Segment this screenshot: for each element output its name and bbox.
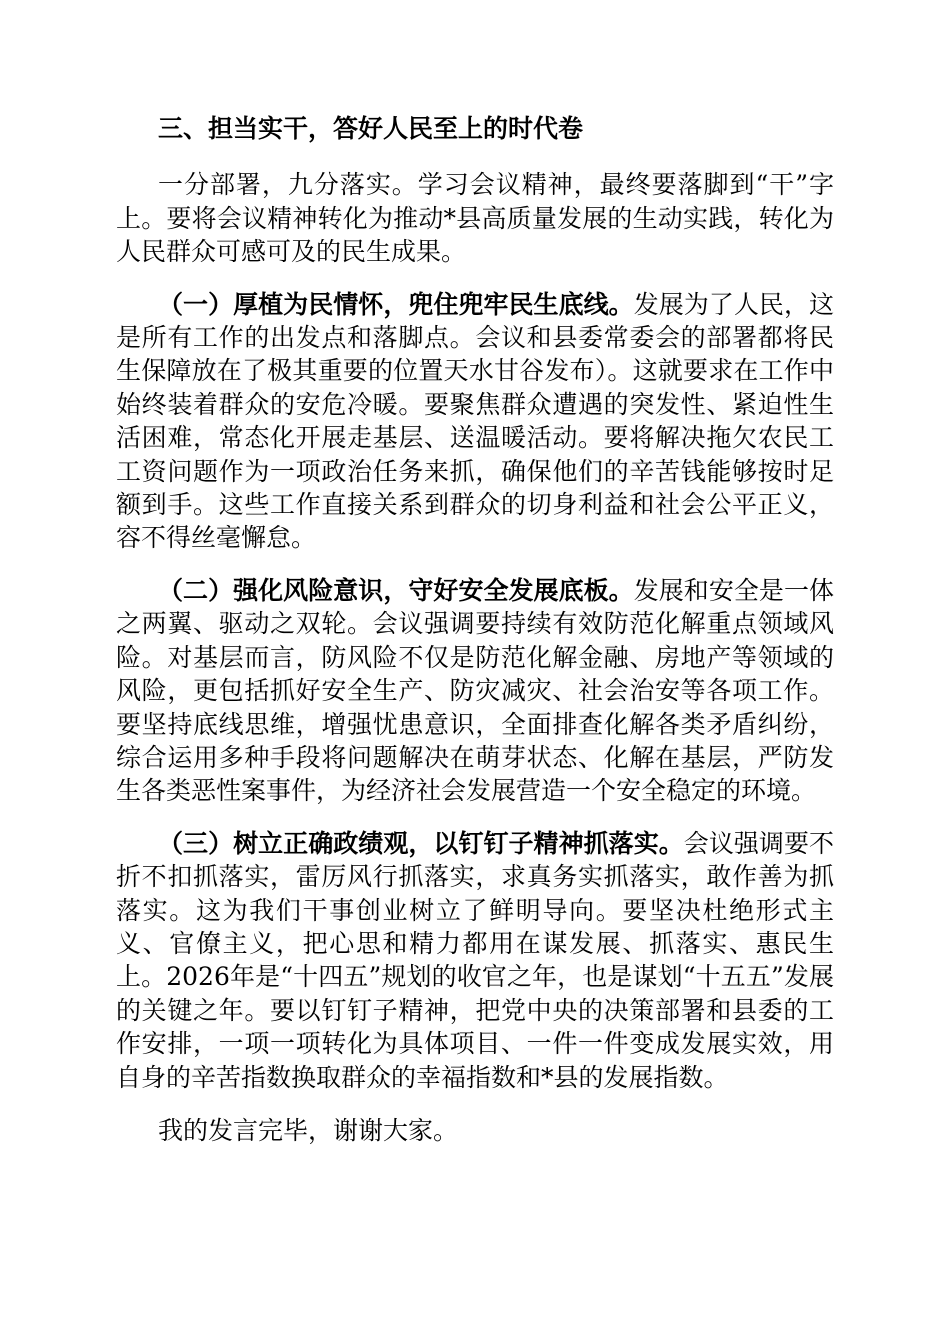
item-lead-2: （二）强化风险意识，守好安全发展底板。 [158, 575, 634, 605]
item-lead-3: （三）树立正确政绩观，以钉钉子精神抓落实。 [158, 828, 684, 858]
section-heading: 三、担当实干，答好人民至上的时代卷 [158, 114, 584, 143]
item-lead-1: （一）厚植为民情怀，兜住兜牢民生底线。 [158, 289, 634, 319]
item-paragraph-2 [116, 574, 834, 808]
item-paragraph-1 [116, 288, 834, 555]
document-body [116, 112, 834, 1166]
item-body-1: 发展为了人民，这是所有工作的出发点和落脚点。会议和县委常委会的部署都将民生保障放在了极其重要的位置天水甘谷发布）。这就要求在工作中始终装着群众的安危冷暖。要聚焦群众遭遇的突发性、紧迫性生活困难，常态化开展走基层、送温暖活动。要将解决拖欠农民工工资问题作为一项政治任务来抓，确保他们的辛苦钱能够按时足额到手。这些工作直接关系到群众的切身利益和社会公平正义，容不得丝毫懈怠。 [116, 289, 834, 553]
item-paragraph-3 [116, 827, 834, 1094]
item-body-2: 发展和安全是一体之两翼、驱动之双轮。会议强调要持续有效防范化解重点领域风险。对基层而言，防风险不仅是防范化解金融、房地产等领域的风险，更包括抓好安全生产、防灾减灾、社会治安等各项工作。要坚持底线思维，增强忧患意识，全面排查化解各类矛盾纠纷，综合运用多种手段将问题解决在萌芽状态、化解在基层，严防发生各类恶性案事件，为经济社会发展营造一个安全稳定的环境。 [116, 575, 834, 806]
intro-paragraph: 一分部署，九分落实。学习会议精神，最终要落脚到“干”字上。要将会议精神转化为推动*县高质量发展的生动实践，转化为人民群众可感可及的民生成果。 [116, 170, 834, 267]
item-body-3: 会议强调要不折不扣抓落实，雷厉风行抓落实，求真务实抓落实，敢作善为抓落实。这为我们干事创业树立了鲜明导向。要坚决杜绝形式主义、官僚主义，把心思和精力都用在谋发展、抓落实、惠民生上。2026年是“十四五”规划的收官之年，也是谋划“十五五”发展的关键之年。要以钉钉子精神，把党中央的决策部署和县委的工作安排，一项一项转化为具体项目、一件一件变成发展实效，用自身的辛苦指数换取群众的幸福指数和*县的发展指数。 [116, 828, 834, 1092]
closing-paragraph: 我的发言完毕，谢谢大家。 [158, 1115, 459, 1145]
